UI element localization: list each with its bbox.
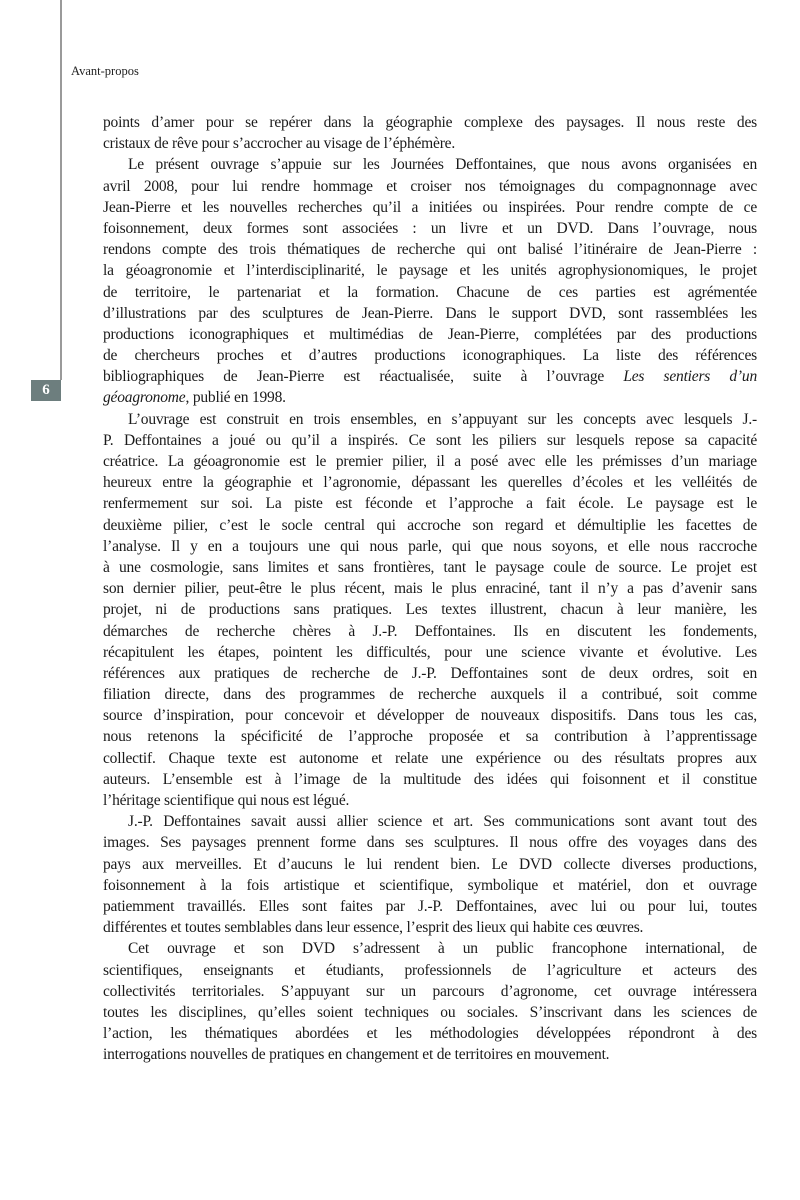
text-line: points d’amer pour se repérer dans la géographie complexe des paysages. Il nous reste des (103, 114, 757, 131)
text-line (103, 366, 757, 387)
text-line: d’illustrations par des sculptures de Jean-Pierre. Dans le support DVD, sont rassemblées les (103, 304, 757, 322)
text-line: l’héritage scientifique qui nous est légué. (103, 792, 350, 809)
page-number: 6 (31, 380, 61, 401)
text-line: Jean-Pierre et les nouvelles recherches qu’il a initiées ou inspirées. Pour rendre compte de ce (103, 198, 757, 216)
text-line: source d’inspiration, pour concevoir et développer de nouveaux dispositifs. Dans tous les cas, (103, 707, 757, 725)
text-line: foisonnement à la fois artistique et scientifique, symbolique et matériel, don et ouvrage (103, 876, 757, 894)
text-line: patiemment travaillés. Elles sont faites par J.-P. Deffontaines, avec lui ou pour lui, toutes (103, 897, 757, 915)
text-line: cristaux de rêve pour s’accrocher au visage de l’éphémère. (103, 135, 456, 153)
text-line: pays aux merveilles. Et d’aucuns le lui rendent bien. Le DVD collecte diverses productions, (103, 855, 757, 873)
text-line: la géoagronomie et l’interdisciplinarité, le paysage et les unités agrophysionomiques, le projet (103, 262, 757, 280)
text-line: avril 2008, pour lui rendre hommage et croiser nos témoignages du compagnonnage avec (103, 177, 757, 195)
italic-title-segment: géoagronome (103, 389, 186, 407)
paragraph (103, 938, 757, 1065)
text-line: de territoire, le partenariat et la formation. Chacune de ces parties est agrémentée (103, 283, 757, 301)
text-line: de chercheurs proches et d’autres productions iconographiques. La liste des références (103, 347, 757, 365)
text-segment: bibliographiques de Jean-Pierre est réactualisée, suite à l’ouvrage (103, 368, 624, 386)
text-line: à une cosmologie, sans limites et sans frontières, tant le paysage coule de source. Le projet est (103, 558, 757, 576)
text-line: productions iconographiques et multimédias de Jean-Pierre, complétées par des productions (103, 325, 757, 343)
text-line: interrogations nouvelles de pratiques en changement et de territoires en mouvement. (103, 1046, 610, 1064)
body-text (103, 112, 757, 1065)
margin-rule (60, 0, 62, 380)
text-line: son dernier pilier, peut-être le plus récent, mais le plus enraciné, tant il n’y a pas d’avenir sans (103, 580, 757, 598)
text-line: heureux entre la géographie et l’agronomie, dépassant les querelles d’écoles et les velléités de (103, 474, 757, 492)
text-line: P. Deffontaines a joué ou qu’il a inspirés. Ce sont les piliers sur lesquels repose sa capacité (103, 431, 757, 449)
italic-title-segment: Les sentiers d’un (623, 368, 757, 386)
text-line: Le présent ouvrage s’appuie sur les Journées Deffontaines, que nous avons organisées en (128, 156, 757, 174)
text-line: J.-P. Deffontaines savait aussi allier science et art. Ses communications sont avant tout des (128, 813, 757, 831)
text-line: références aux pratiques de recherche de J.-P. Deffontaines sont de deux ordres, soit en (103, 664, 757, 682)
text-line: créatrice. La géoagronomie est le premier pilier, il a posé avec elle les prémisses d’un mariage (103, 453, 757, 470)
text-line: collectivités territoriales. S’appuyant sur un parcours d’agronome, cet ouvrage intéressera (103, 982, 757, 1000)
running-head: Avant-propos (71, 64, 139, 78)
text-line: renfermement sur soi. La piste est féconde et l’approche a fait école. Le paysage est le (103, 495, 757, 513)
text-line: L’ouvrage est construit en trois ensembles, en s’appuyant sur les concepts avec lesquels J.- (128, 410, 757, 428)
text-segment: , publié en 1998. (185, 389, 286, 407)
paragraph (103, 112, 757, 154)
paragraph (103, 154, 757, 408)
text-line: toutes les disciplines, qu’elles soient techniques ou sociales. S’inscrivant dans les sciences de (103, 1003, 757, 1021)
text-line: l’analyse. Il y en a toujours une qui nous parle, qui que nous soyons, et elle nous raccroche (103, 537, 757, 555)
text-line: scientifiques, enseignants et étudiants, professionnels de l’agriculture et acteurs des (103, 961, 757, 979)
paragraph (103, 409, 757, 812)
text-line: projet, ni de productions sans pratiques. Les textes illustrent, chacun à leur manière, les (103, 601, 757, 619)
text-line: démarches de recherche chères à J.-P. Deffontaines. Ils en discutent les fondements, (103, 622, 757, 640)
text-line: deuxième pilier, c’est le socle central qui accroche son regard et démultiplie les facettes de (103, 516, 757, 534)
text-line: images. Ses paysages prennent forme dans ses sculptures. Il nous offre des voyages dans des (103, 834, 757, 852)
text-line: récapitulent les étapes, pointent les difficultés, pour une science vivante et évolutive. Les (103, 643, 757, 661)
text-line: nous retenons la spécificité de l’approche proposée et sa contribution à l’apprentissage (103, 728, 757, 746)
text-line: filiation directe, dans des programmes de recherche auxquels il a contribué, soit comme (103, 686, 757, 704)
text-line: collectif. Chaque texte est autonome et relate une expérience ou des résultats propres aux (103, 749, 757, 767)
text-line: rendons compte des trois thématiques de recherche qui ont balisé l’itinéraire de Jean-Pierre : (103, 241, 757, 259)
paragraph (103, 811, 757, 938)
text-line: foisonnement, deux formes sont associées : un livre et un DVD. Dans l’ouvrage, nous (103, 219, 757, 237)
text-line: l’action, les thématiques abordées et les méthodologies développées répondront à des (103, 1025, 757, 1043)
text-line: différentes et toutes semblables dans leur essence, l’esprit des lieux qui habite ces œuvres. (103, 919, 644, 937)
text-line (103, 387, 757, 408)
text-line: auteurs. L’ensemble est à l’image de la multitude des idées qui foisonnent et il constitue (103, 770, 757, 788)
text-line: Cet ouvrage et son DVD s’adressent à un public francophone international, de (128, 940, 757, 958)
